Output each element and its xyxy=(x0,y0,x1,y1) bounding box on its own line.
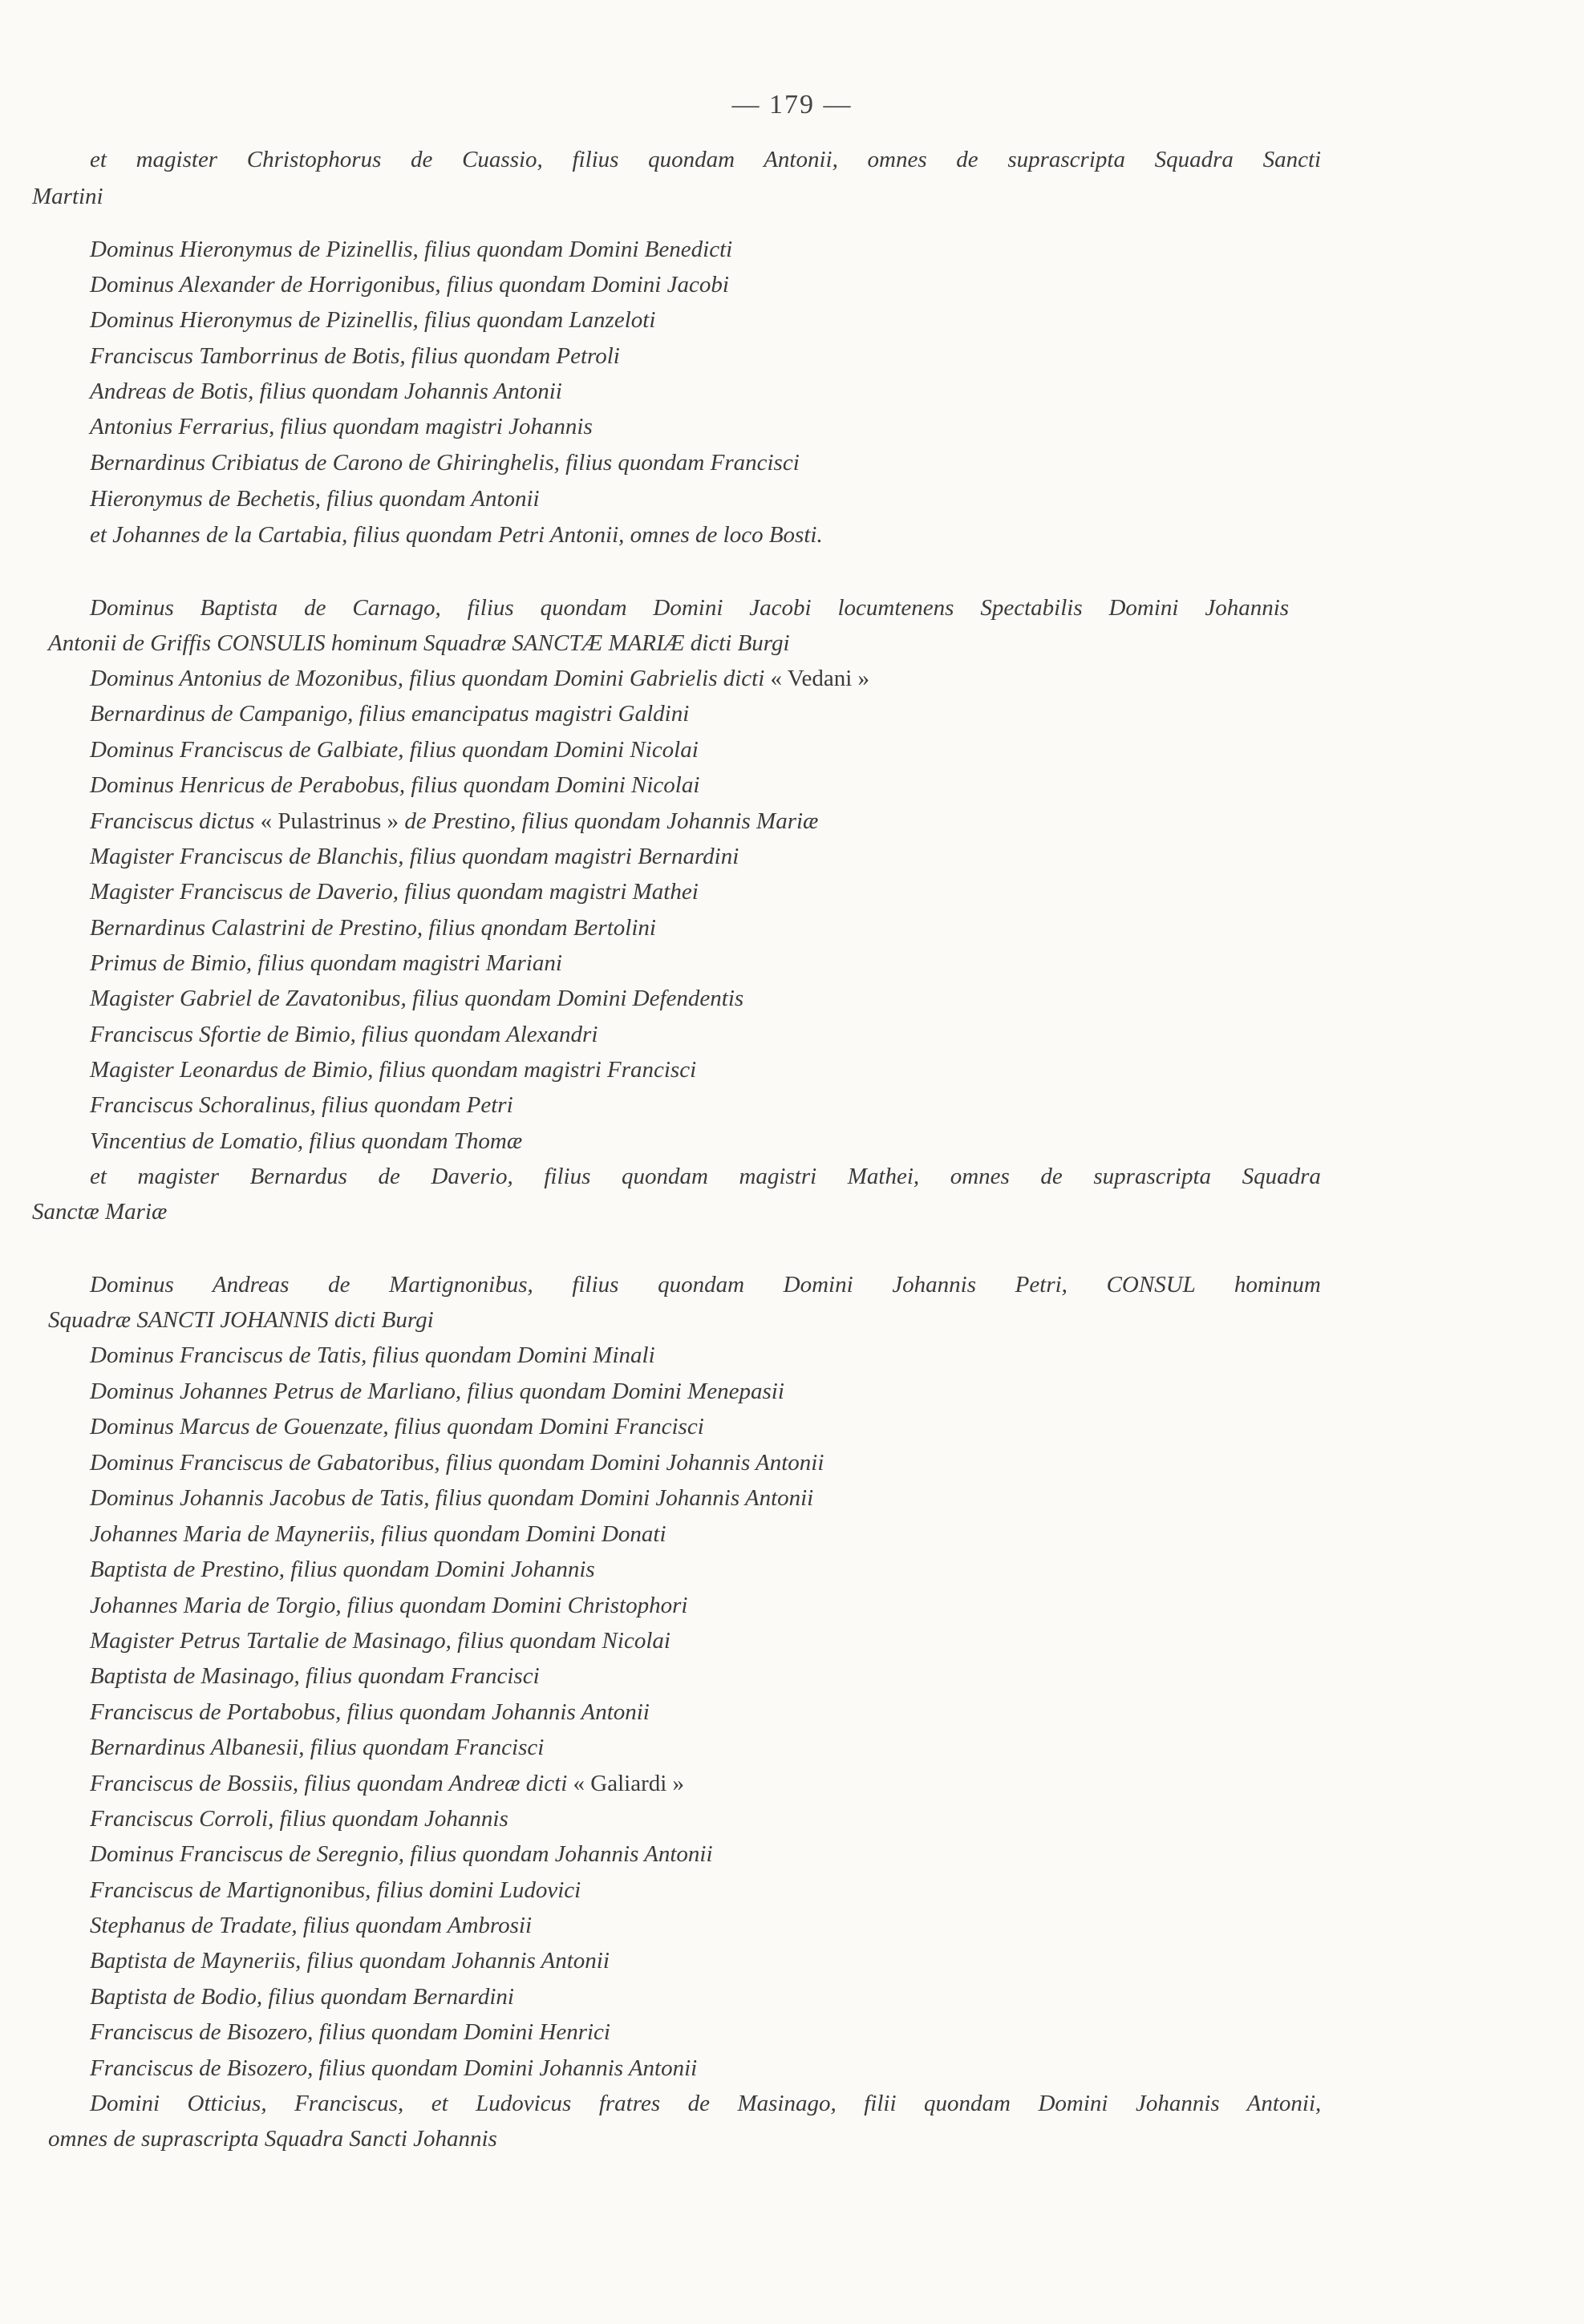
text-line: Baptista de Masinago, filius quondam Francisci xyxy=(90,1663,540,1689)
text-line: Stephanus de Tradate, filius quondam Ambrosii xyxy=(90,1913,533,1938)
text-line: Dominus Johannes Petrus de Marliano, filius quondam Domini Menepasii xyxy=(90,1379,784,1404)
text-line: Bernardinus Cribiatus de Carono de Ghiringhelis, filius quondam Francisci xyxy=(90,450,800,476)
text-line: Dominus Hieronymus de Pizinellis, filius quondam Domini Benedicti xyxy=(90,237,733,262)
text-line: Dominus Franciscus de Galbiate, filius quondam Domini Nicolai xyxy=(90,737,699,763)
text-line: Antonius Ferrarius, filius quondam magistri Johannis xyxy=(90,414,593,439)
text-line: Sanctæ Mariæ xyxy=(32,1199,168,1225)
text-line: Hieronymus de Bechetis, filius quondam Antonii xyxy=(90,486,540,512)
text-line: Johannes Maria de Mayneriis, filius quondam Domini Donati xyxy=(90,1521,666,1547)
text-line: Franciscus de Bisozero, filius quondam Domini Henrici xyxy=(90,2019,610,2045)
text-line: Magister Franciscus de Blanchis, filius quondam magistri Bernardini xyxy=(90,844,739,869)
quoted-nickname: « Pulastrinus » xyxy=(260,808,399,834)
text-line: Baptista de Mayneriis, filius quondam Johannis Antonii xyxy=(90,1948,610,1974)
text-line: et magister Bernardus de Daverio, filius quondam magistri Mathei, omnes de suprascripta Squadra xyxy=(90,1164,1321,1189)
text-line: Dominus Franciscus de Gabatoribus, filius quondam Domini Johannis Antonii xyxy=(90,1450,824,1476)
text-line: Dominus Andreas de Martignonibus, filius quondam Domini Johannis Petri, CONSUL hominum xyxy=(90,1272,1321,1298)
text-line: Squadræ SANCTI JOHANNIS dicti Burgi xyxy=(48,1307,434,1333)
text-line: omnes de suprascripta Squadra Sancti Johannis xyxy=(48,2126,497,2152)
text-line: Andreas de Botis, filius quondam Johannis Antonii xyxy=(90,379,562,404)
text-line: Franciscus de Portabobus, filius quondam Johannis Antonii xyxy=(90,1699,650,1725)
text-line: Bernardinus Calastrini de Prestino, filius qnondam Bertolini xyxy=(90,915,656,941)
page-number: — 179 — xyxy=(731,90,853,119)
text-line: Dominus Antonius de Mozonibus, filius quondam Domini Gabrielis dicti « Vedani » xyxy=(90,666,870,691)
text-line: Primus de Bimio, filius quondam magistri Mariani xyxy=(90,950,562,976)
text-line: Franciscus Tamborrinus de Botis, filius quondam Petroli xyxy=(90,343,620,369)
quoted-nickname: « Vedani » xyxy=(770,666,870,691)
text-line: Franciscus Corroli, filius quondam Johannis xyxy=(90,1806,508,1832)
text-line: Antonii de Griffis CONSULIS hominum Squadræ SANCTÆ MARIÆ dicti Burgi xyxy=(48,630,790,656)
text-line: et Johannes de la Cartabia, filius quondam Petri Antonii, omnes de loco Bosti. xyxy=(90,522,823,548)
text-line: Franciscus Schoralinus, filius quondam Petri xyxy=(90,1092,513,1118)
text-line: Dominus Baptista de Carnago, filius quondam Domini Jacobi locumtenens Spectabilis Domini Johannis xyxy=(90,595,1290,621)
text-line: Franciscus de Bisozero, filius quondam Domini Johannis Antonii xyxy=(90,2055,698,2081)
text-line: Magister Franciscus de Daverio, filius quondam magistri Mathei xyxy=(90,879,699,905)
text-line: Baptista de Prestino, filius quondam Domini Johannis xyxy=(90,1557,595,1582)
text-line: Magister Gabriel de Zavatonibus, filius quondam Domini Defendentis xyxy=(90,986,744,1011)
text-line: Dominus Hieronymus de Pizinellis, filius quondam Lanzeloti xyxy=(90,307,656,333)
text-line: Dominus Marcus de Gouenzate, filius quondam Domini Francisci xyxy=(90,1414,704,1439)
text-line: Johannes Maria de Torgio, filius quondam Domini Christophori xyxy=(90,1593,688,1618)
text-line: Bernardinus de Campanigo, filius emancipatus magistri Galdini xyxy=(90,701,690,727)
text-line: Dominus Franciscus de Seregnio, filius quondam Johannis Antonii xyxy=(90,1841,713,1867)
text-line: Dominus Johannis Jacobus de Tatis, filius quondam Domini Johannis Antonii xyxy=(90,1485,814,1511)
text-line: Franciscus dictus « Pulastrinus » de Prestino, filius quondam Johannis Mariæ xyxy=(90,808,819,834)
quoted-nickname: « Galiardi » xyxy=(573,1771,685,1796)
text-line: Baptista de Bodio, filius quondam Bernardini xyxy=(90,1984,514,2010)
text-line: Franciscus de Martignonibus, filius domini Ludovici xyxy=(90,1877,581,1903)
text-line: Bernardinus Albanesii, filius quondam Francisci xyxy=(90,1735,545,1760)
text-line: Domini Otticius, Franciscus, et Ludovicus fratres de Masinago, filii quondam Domini Johannis Antonii, xyxy=(90,2091,1322,2116)
text-line: Franciscus de Bossiis, filius quondam Andreæ dicti « Galiardi » xyxy=(90,1771,685,1796)
text-line: Magister Leonardus de Bimio, filius quondam magistri Francisci xyxy=(90,1057,697,1083)
text-line: et magister Christophorus de Cuassio, filius quondam Antonii, omnes de suprascripta Squadra Sancti xyxy=(90,147,1322,172)
text-line: Dominus Franciscus de Tatis, filius quondam Domini Minali xyxy=(90,1342,655,1368)
text-line: Dominus Alexander de Horrigonibus, filius quondam Domini Jacobi xyxy=(90,272,729,298)
text-line: Martini xyxy=(32,184,103,209)
text-line: Dominus Henricus de Perabobus, filius quondam Domini Nicolai xyxy=(90,772,700,798)
text-line: Vincentius de Lomatio, filius quondam Thomæ xyxy=(90,1128,523,1154)
text-line: Magister Petrus Tartalie de Masinago, filius quondam Nicolai xyxy=(90,1628,670,1654)
text-line: Franciscus Sfortie de Bimio, filius quondam Alexandri xyxy=(90,1022,598,1047)
